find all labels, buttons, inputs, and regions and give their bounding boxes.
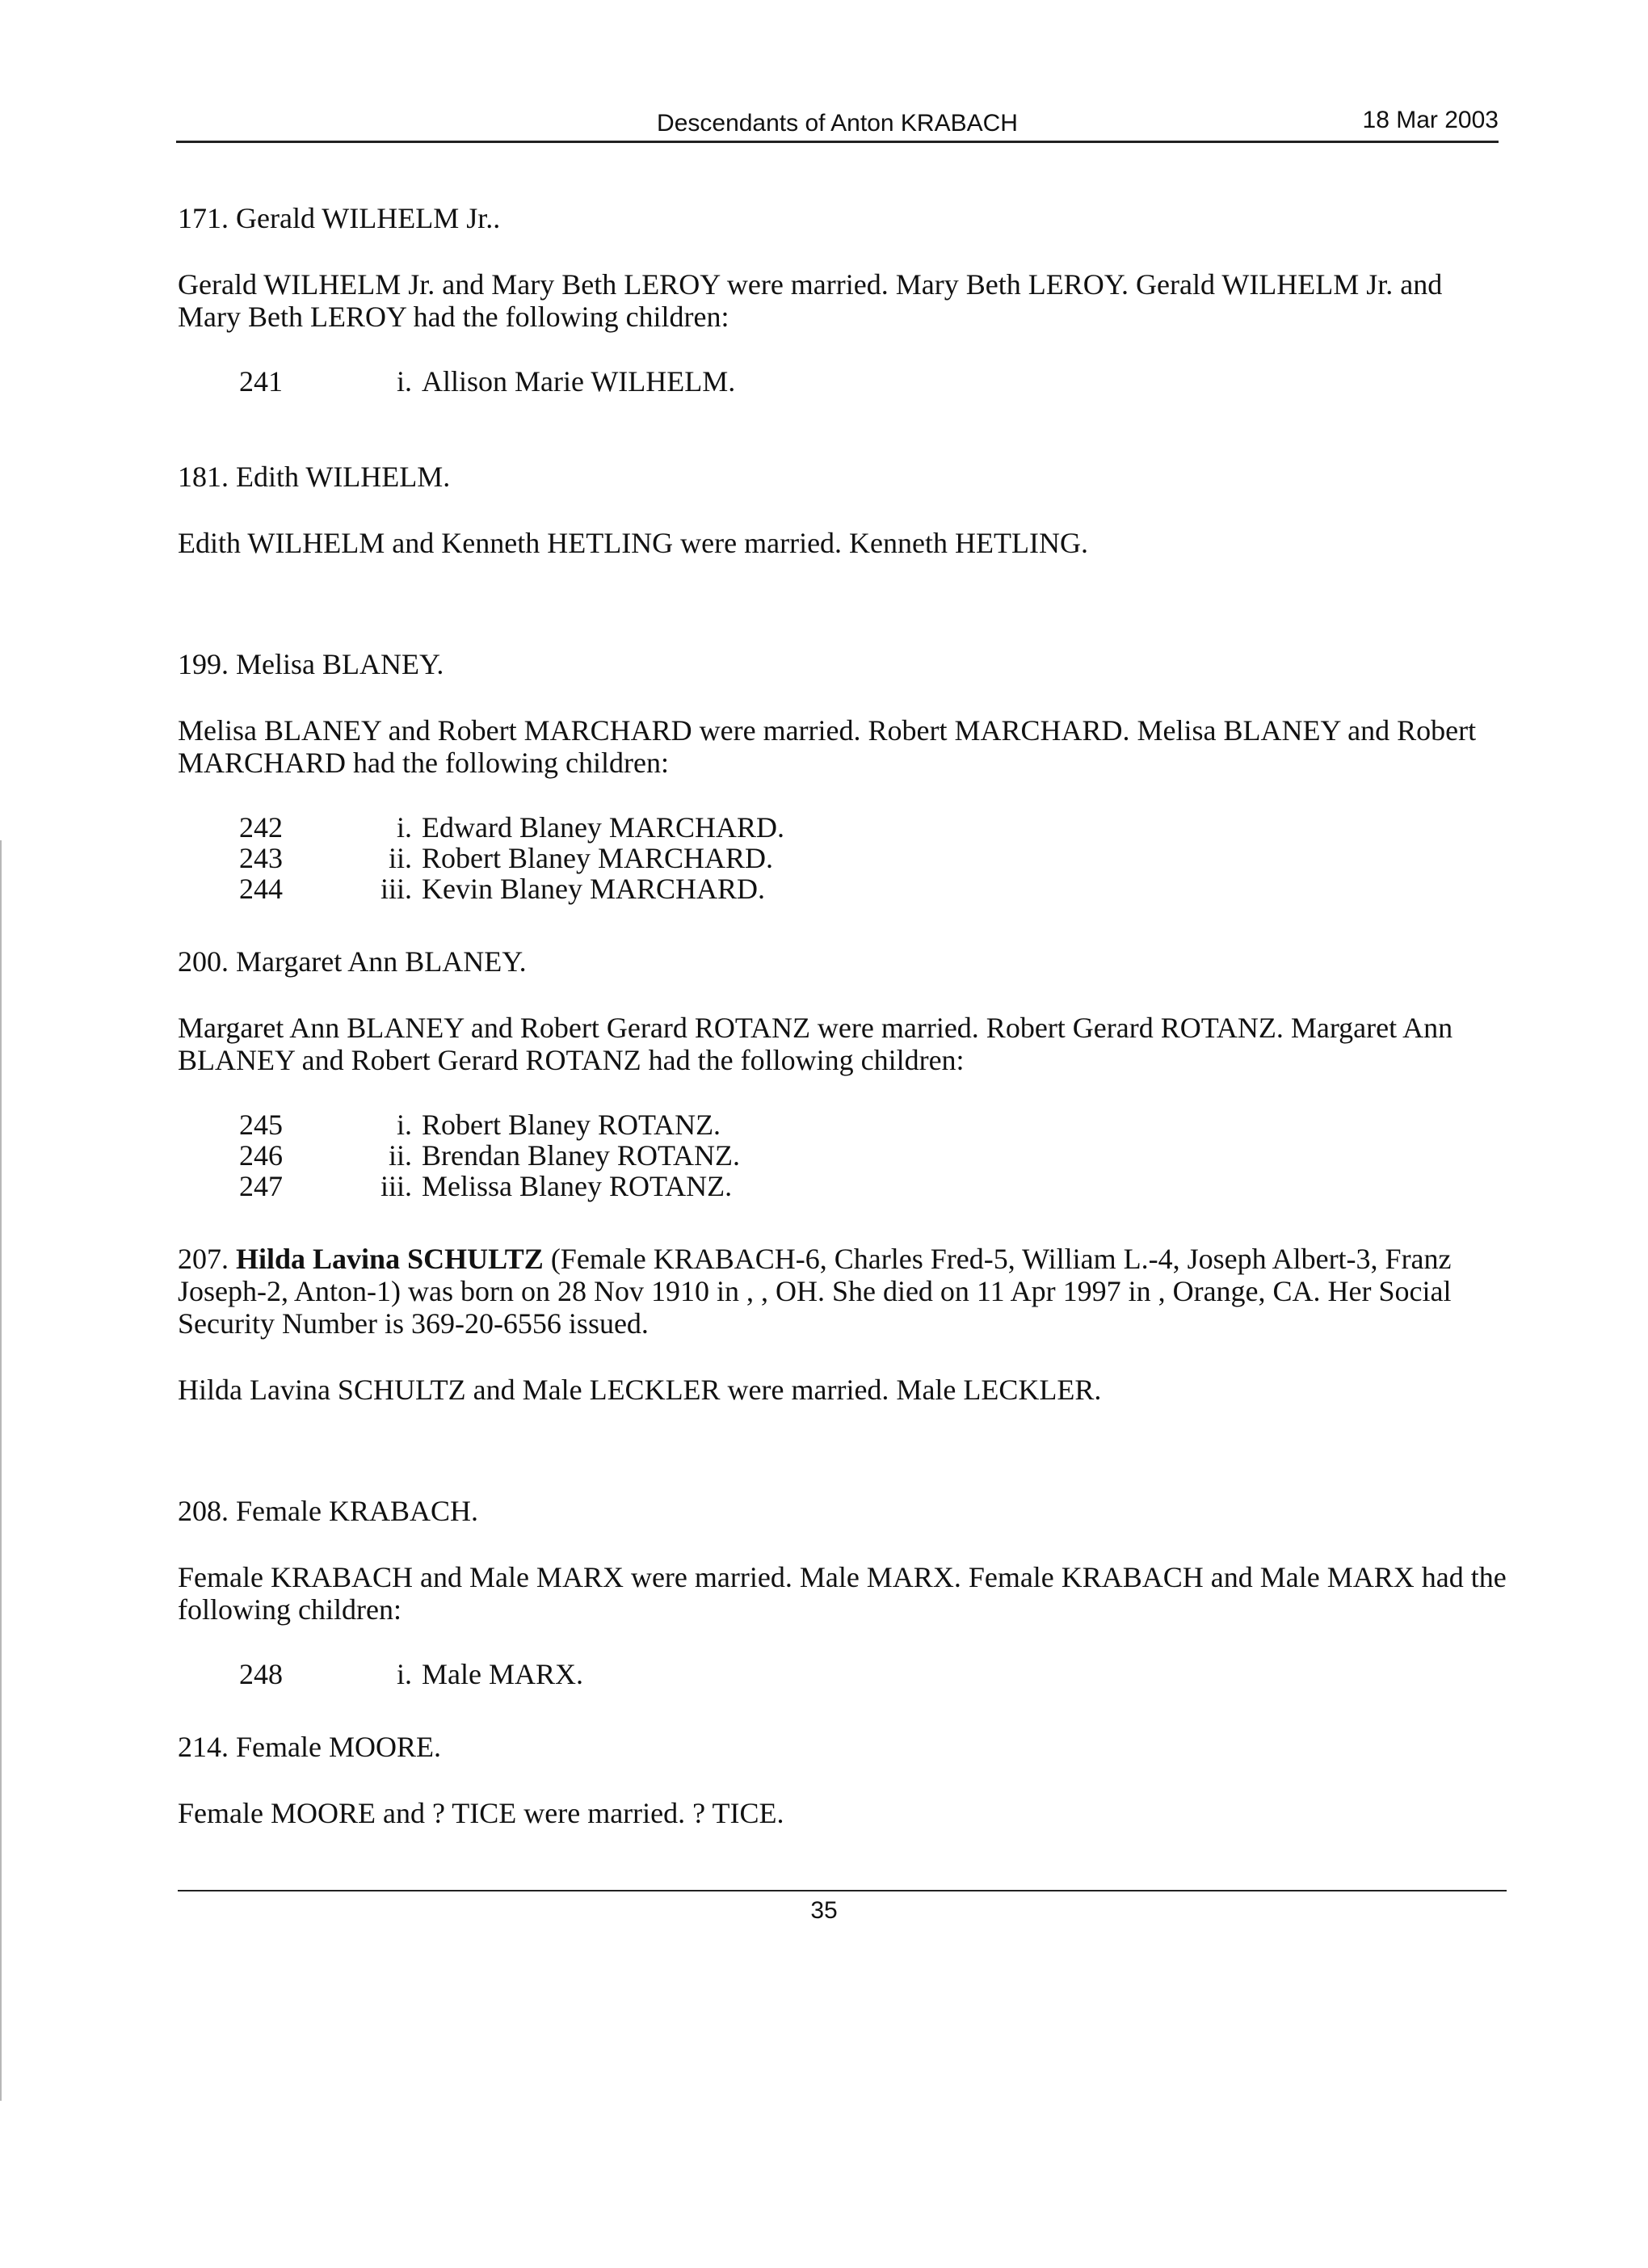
entry-208: [178, 1495, 1507, 1689]
entry-heading: 208. Female KRABACH.: [178, 1495, 478, 1527]
child-row: [178, 1170, 1507, 1201]
child-name: Robert Blaney MARCHARD.: [422, 842, 773, 874]
child-ordinal: i.: [396, 365, 412, 398]
child-number: 247: [239, 1170, 283, 1202]
entry-207: [178, 1243, 1507, 1406]
page-header: [176, 103, 1499, 143]
child-ordinal: iii.: [380, 873, 412, 905]
child-number: 241: [239, 365, 283, 398]
child-row: [178, 873, 1507, 903]
child-row: [178, 1139, 1507, 1170]
entry-paragraph: Hilda Lavina SCHULTZ and Male LECKLER were married. Male LECKLER.: [178, 1374, 1102, 1406]
children-list: [178, 811, 1507, 903]
child-row: [178, 842, 1507, 873]
entry-heading: 199. Melisa BLANEY.: [178, 648, 444, 680]
entry-181: [178, 461, 1507, 559]
entry-heading: [178, 1243, 1507, 1340]
entry-heading: 214. Female MOORE.: [178, 1731, 441, 1763]
child-name: Edward Blaney MARCHARD.: [422, 811, 784, 844]
child-ordinal: i.: [396, 811, 412, 844]
entry-171: [178, 202, 1507, 396]
entry-paragraph: Melisa BLANEY and Robert MARCHARD were married. Robert MARCHARD. Melisa BLANEY and Robert MARCHARD had the following children:: [178, 714, 1477, 779]
entry-heading: 171. Gerald WILHELM Jr..: [178, 202, 501, 234]
child-number: 244: [239, 873, 283, 905]
entry-details: (Female KRABACH-6, Charles Fred-5, William L.-4, Joseph Albert-3, Franz Joseph-2, Anton-1) was born on 28 Nov 1910 in , , OH. She died on 11 Apr 1997 in , Orange, CA. Her Social Security Number is 369-20-6556 issued.: [178, 1243, 1452, 1340]
child-ordinal: ii.: [388, 842, 412, 874]
children-list: [178, 1658, 1507, 1689]
header-title: Descendants of Anton KRABACH: [657, 110, 1018, 137]
person-name: Hilda Lavina SCHULTZ: [236, 1243, 544, 1275]
report-body: [178, 202, 1507, 1829]
entry-214: [178, 1731, 1507, 1829]
child-name: Kevin Blaney MARCHARD.: [422, 873, 765, 905]
entry-number: 207.: [178, 1243, 229, 1275]
child-number: 246: [239, 1139, 283, 1172]
entry-199: [178, 648, 1507, 903]
entry-paragraph: Edith WILHELM and Kenneth HETLING were married. Kenneth HETLING.: [178, 527, 1088, 559]
child-name: Allison Marie WILHELM.: [422, 365, 736, 398]
child-row: [178, 1109, 1507, 1139]
header-date: 18 Mar 2003: [1362, 107, 1499, 133]
page-number: 35: [810, 1897, 838, 1924]
child-ordinal: i.: [396, 1658, 412, 1690]
child-row: [178, 811, 1507, 842]
entry-heading: 200. Margaret Ann BLANEY.: [178, 945, 527, 978]
child-ordinal: i.: [396, 1109, 412, 1141]
child-ordinal: ii.: [388, 1139, 412, 1172]
children-list: [178, 365, 1507, 396]
entry-paragraph: Margaret Ann BLANEY and Robert Gerard ROTANZ were married. Robert Gerard ROTANZ. Margaret Ann BLANEY and Robert Gerard ROTANZ had the following children:: [178, 1012, 1453, 1076]
child-row: [178, 1658, 1507, 1689]
children-list: [178, 1109, 1507, 1201]
child-number: 248: [239, 1658, 283, 1690]
child-name: Brendan Blaney ROTANZ.: [422, 1139, 741, 1172]
child-row: [178, 365, 1507, 396]
entry-heading: 181. Edith WILHELM.: [178, 461, 451, 493]
entry-paragraph: Gerald WILHELM Jr. and Mary Beth LEROY were married. Mary Beth LEROY. Gerald WILHELM Jr. and Mary Beth LEROY had the following children:: [178, 268, 1443, 333]
child-name: Melissa Blaney ROTANZ.: [422, 1170, 733, 1202]
child-ordinal: iii.: [380, 1170, 412, 1202]
child-number: 242: [239, 811, 283, 844]
child-number: 243: [239, 842, 283, 874]
child-name: Male MARX.: [422, 1658, 583, 1690]
footer-rule: [178, 1890, 1507, 1891]
entry-200: [178, 945, 1507, 1201]
entry-paragraph: Female KRABACH and Male MARX were married. Male MARX. Female KRABACH and Male MARX had the following children:: [178, 1561, 1507, 1626]
child-number: 245: [239, 1109, 283, 1141]
child-name: Robert Blaney ROTANZ.: [422, 1109, 721, 1141]
entry-paragraph: Female MOORE and ? TICE were married. ? TICE.: [178, 1797, 784, 1829]
